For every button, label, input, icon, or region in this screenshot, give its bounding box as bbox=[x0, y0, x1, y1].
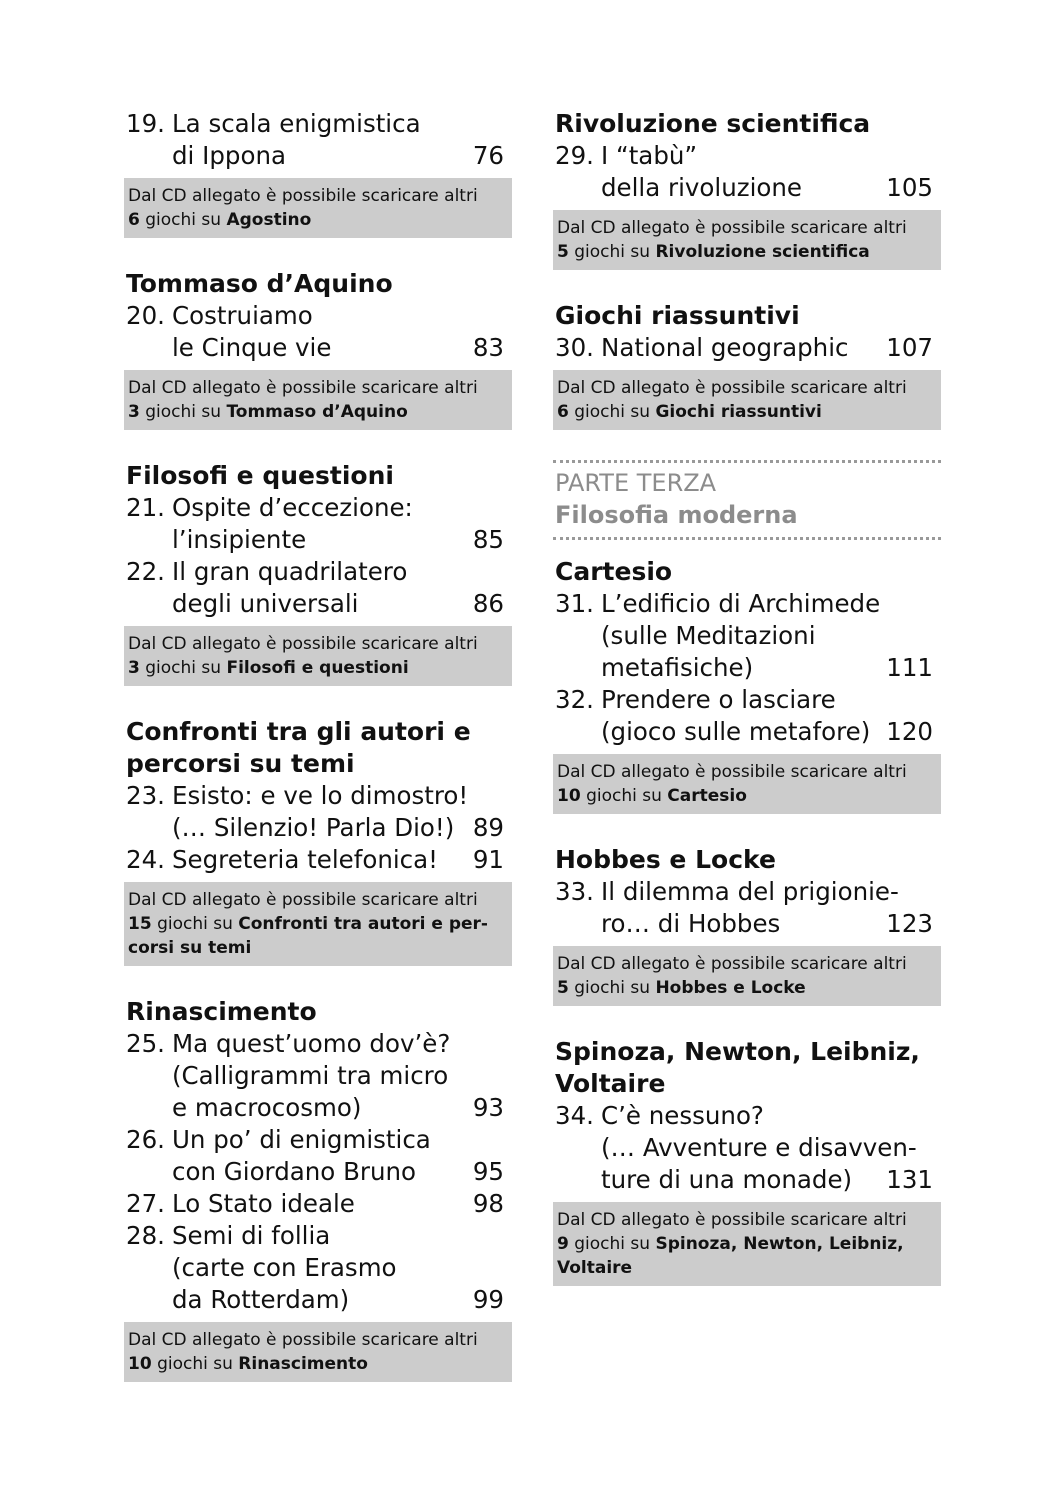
note-count: 5 bbox=[557, 978, 569, 998]
toc-section-rinascimento bbox=[124, 996, 512, 1382]
toc-entry-29[interactable] bbox=[553, 140, 941, 204]
section-heading: Cartesio bbox=[555, 557, 673, 586]
note-prefix: Dal CD allegato è possibile scaricare altri bbox=[557, 954, 907, 974]
entry-page-number: 98 bbox=[472, 1189, 504, 1218]
toc-entry-34[interactable] bbox=[553, 1100, 941, 1196]
entry-number: 21. bbox=[126, 493, 165, 522]
note-prefix: Dal CD allegato è possibile scaricare altri bbox=[128, 186, 478, 206]
entry-title-line: l’insipiente bbox=[172, 525, 307, 554]
toc-section-spinoza bbox=[553, 1036, 941, 1286]
toc-entry-27[interactable] bbox=[124, 1188, 512, 1220]
entry-number: 31. bbox=[555, 589, 594, 618]
note-mid: giochi su bbox=[145, 658, 222, 678]
section-heading: Hobbes e Locke bbox=[555, 845, 776, 874]
note-topic: Hobbes e Locke bbox=[655, 978, 806, 998]
toc-section-cartesio bbox=[553, 556, 941, 814]
note-count: 5 bbox=[557, 242, 569, 262]
entry-title-line: National geographic bbox=[601, 333, 849, 362]
note-mid: giochi su bbox=[586, 786, 662, 806]
note-topic: Filosofi e questioni bbox=[226, 658, 409, 678]
toc-section-giochi-riassuntivi bbox=[553, 300, 941, 430]
download-note bbox=[553, 210, 941, 270]
download-note bbox=[124, 882, 512, 966]
entry-title-line: da Rotterdam) bbox=[172, 1285, 350, 1314]
section-heading: Rivoluzione scientifica bbox=[555, 109, 871, 138]
toc-entry-31[interactable] bbox=[553, 588, 941, 684]
note-count: 6 bbox=[128, 210, 140, 230]
entry-title-line: Esisto: e ve lo dimostro! bbox=[172, 781, 469, 810]
entry-title-line: Il dilemma del prigionie- bbox=[601, 877, 899, 906]
entry-page-number: 89 bbox=[472, 813, 504, 842]
entry-page-number: 111 bbox=[886, 653, 933, 682]
entry-page-number: 120 bbox=[886, 717, 933, 746]
entry-page-number: 123 bbox=[886, 909, 933, 938]
entry-page-number: 86 bbox=[472, 589, 504, 618]
entry-number: 24. bbox=[126, 845, 165, 874]
note-count: 15 bbox=[128, 914, 152, 934]
entry-page-number: 85 bbox=[472, 525, 504, 554]
section-heading: Giochi riassuntivi bbox=[555, 301, 800, 330]
entry-page-number: 76 bbox=[472, 141, 504, 170]
toc-left-column bbox=[124, 108, 512, 1412]
entry-page-number: 107 bbox=[886, 333, 933, 362]
note-prefix: Dal CD allegato è possibile scaricare altri bbox=[128, 634, 478, 654]
download-note bbox=[124, 178, 512, 238]
entry-number: 22. bbox=[126, 557, 165, 586]
entry-title-line: I “tabù” bbox=[601, 141, 698, 170]
entry-title-line: (gioco sulle metafore) bbox=[601, 717, 871, 746]
entry-title-line: C’è nessuno? bbox=[601, 1101, 764, 1130]
download-note bbox=[553, 370, 941, 430]
note-topic: Confronti tra autori e per- bbox=[238, 914, 488, 934]
note-prefix: Dal CD allegato è possibile scaricare altri bbox=[128, 1330, 478, 1350]
toc-entry-32[interactable] bbox=[553, 684, 941, 748]
note-count: 3 bbox=[128, 658, 140, 678]
entry-page-number: 131 bbox=[886, 1165, 933, 1194]
entry-title-line: di Ippona bbox=[172, 141, 287, 170]
note-prefix: Dal CD allegato è possibile scaricare altri bbox=[128, 378, 478, 398]
note-prefix: Dal CD allegato è possibile scaricare altri bbox=[557, 762, 907, 782]
toc-entry-23[interactable] bbox=[124, 780, 512, 844]
section-heading bbox=[124, 716, 512, 780]
note-topic: Agostino bbox=[226, 210, 312, 230]
note-mid: giochi su bbox=[574, 1234, 651, 1254]
toc-entry-22[interactable] bbox=[124, 556, 512, 620]
note-mid: giochi su bbox=[145, 210, 222, 230]
entry-title-line: della rivoluzione bbox=[601, 173, 803, 202]
note-topic: corsi su temi bbox=[128, 938, 252, 958]
section-heading: Filosofi e questioni bbox=[126, 461, 394, 490]
entry-title-line: L’edificio di Archimede bbox=[601, 589, 881, 618]
entry-title-line: (… Avventure e disavven- bbox=[601, 1133, 917, 1162]
entry-title-line: le Cinque vie bbox=[172, 333, 332, 362]
entry-title-line: metafisiche) bbox=[601, 653, 754, 682]
toc-section-rivoluzione bbox=[553, 108, 941, 270]
note-count: 3 bbox=[128, 402, 140, 422]
toc-entry-33[interactable] bbox=[553, 876, 941, 940]
entry-title-line: (Calligrammi tra micro bbox=[172, 1061, 449, 1090]
toc-entry-26[interactable] bbox=[124, 1124, 512, 1188]
note-count: 10 bbox=[557, 786, 581, 806]
entry-title-line: Ospite d’eccezione: bbox=[172, 493, 413, 522]
part-label: PARTE TERZA bbox=[555, 469, 717, 497]
entry-page-number: 83 bbox=[472, 333, 504, 362]
entry-page-number: 105 bbox=[886, 173, 933, 202]
note-mid: giochi su bbox=[157, 914, 233, 934]
entry-number: 28. bbox=[126, 1221, 165, 1250]
toc-entry-19[interactable] bbox=[124, 108, 512, 172]
toc-entry-25[interactable] bbox=[124, 1028, 512, 1124]
entry-page-number: 99 bbox=[472, 1285, 504, 1314]
entry-title-line: Segreteria telefonica! bbox=[172, 845, 438, 874]
section-heading: Rinascimento bbox=[126, 997, 317, 1026]
toc-entry-28[interactable] bbox=[124, 1220, 512, 1316]
entry-title-line: Un po’ di enigmistica bbox=[172, 1125, 431, 1154]
note-mid: giochi su bbox=[574, 978, 651, 998]
section-heading: Tommaso d’Aquino bbox=[126, 269, 393, 298]
note-topic: Rivoluzione scientifica bbox=[655, 242, 870, 262]
section-heading-line: Confronti tra gli autori e bbox=[126, 717, 471, 746]
note-topic: Tommaso d’Aquino bbox=[226, 402, 408, 422]
section-heading bbox=[553, 1036, 941, 1100]
note-prefix: Dal CD allegato è possibile scaricare altri bbox=[557, 1210, 907, 1230]
entry-title-line: Costruiamo bbox=[172, 301, 313, 330]
entry-number: 26. bbox=[126, 1125, 165, 1154]
note-topic: Voltaire bbox=[557, 1258, 633, 1278]
section-heading-line: Voltaire bbox=[555, 1069, 666, 1098]
download-note bbox=[124, 626, 512, 686]
download-note bbox=[124, 370, 512, 430]
note-topic: Cartesio bbox=[667, 786, 747, 806]
entry-title-line: ro… di Hobbes bbox=[601, 909, 781, 938]
note-count: 6 bbox=[557, 402, 569, 422]
entry-title-line: (… Silenzio! Parla Dio!) bbox=[172, 813, 455, 842]
toc-entry-30[interactable] bbox=[553, 332, 941, 364]
entry-title-line: Prendere o lasciare bbox=[601, 685, 836, 714]
download-note bbox=[124, 1322, 512, 1382]
download-note bbox=[553, 946, 941, 1006]
note-count: 9 bbox=[557, 1234, 569, 1254]
entry-number: 34. bbox=[555, 1101, 594, 1130]
entry-title-line: Semi di follia bbox=[172, 1221, 331, 1250]
note-prefix: Dal CD allegato è possibile scaricare altri bbox=[557, 378, 907, 398]
entry-page-number: 95 bbox=[472, 1157, 504, 1186]
entry-title-line: Lo Stato ideale bbox=[172, 1189, 355, 1218]
entry-title-line: degli universali bbox=[172, 589, 359, 618]
toc-section-confronti bbox=[124, 716, 512, 966]
toc-section-tommaso bbox=[124, 268, 512, 430]
toc-entry-24[interactable] bbox=[124, 844, 512, 876]
entry-title-line: ture di una monade) bbox=[601, 1165, 853, 1194]
note-count: 10 bbox=[128, 1354, 152, 1374]
toc-section-hobbes-locke bbox=[553, 844, 941, 1006]
entry-title-line: con Giordano Bruno bbox=[172, 1157, 416, 1186]
section-heading-line: Spinoza, Newton, Leibniz, bbox=[555, 1037, 920, 1066]
entry-title-line: Il gran quadrilatero bbox=[172, 557, 408, 586]
entry-number: 23. bbox=[126, 781, 165, 810]
toc-section-filosofi bbox=[124, 460, 512, 686]
entry-number: 25. bbox=[126, 1029, 165, 1058]
entry-page-number: 91 bbox=[472, 845, 504, 874]
note-mid: giochi su bbox=[574, 242, 651, 262]
note-topic: Rinascimento bbox=[238, 1354, 368, 1374]
note-topic: Giochi riassuntivi bbox=[655, 402, 822, 422]
note-mid: giochi su bbox=[145, 402, 222, 422]
note-prefix: Dal CD allegato è possibile scaricare altri bbox=[128, 890, 478, 910]
entry-number: 29. bbox=[555, 141, 594, 170]
note-mid: giochi su bbox=[574, 402, 651, 422]
download-note bbox=[553, 1202, 941, 1286]
entry-number: 27. bbox=[126, 1189, 165, 1218]
note-prefix: Dal CD allegato è possibile scaricare altri bbox=[557, 218, 907, 238]
entry-number: 32. bbox=[555, 685, 594, 714]
toc-entry-20[interactable] bbox=[124, 300, 512, 364]
entry-number: 20. bbox=[126, 301, 165, 330]
toc-section-agostino bbox=[124, 108, 512, 238]
entry-title-line: (sulle Meditazioni bbox=[601, 621, 816, 650]
note-topic: Spinoza, Newton, Leibniz, bbox=[655, 1234, 904, 1254]
entry-number: 33. bbox=[555, 877, 594, 906]
download-note bbox=[553, 754, 941, 814]
entry-title-line: La scala enigmistica bbox=[172, 109, 421, 138]
entry-title-line: e macrocosmo) bbox=[172, 1093, 362, 1122]
entry-number: 19. bbox=[126, 109, 165, 138]
part-title: Filosofia moderna bbox=[555, 501, 798, 529]
section-heading-line: percorsi su temi bbox=[126, 749, 355, 778]
entry-number: 30. bbox=[555, 333, 594, 362]
entry-page-number: 93 bbox=[472, 1093, 504, 1122]
toc-right-column bbox=[553, 108, 941, 1316]
part-divider bbox=[553, 460, 941, 540]
entry-title-line: (carte con Erasmo bbox=[172, 1253, 397, 1282]
note-mid: giochi su bbox=[157, 1354, 233, 1374]
entry-title-line: Ma quest’uomo dov’è? bbox=[172, 1029, 451, 1058]
toc-entry-21[interactable] bbox=[124, 492, 512, 556]
